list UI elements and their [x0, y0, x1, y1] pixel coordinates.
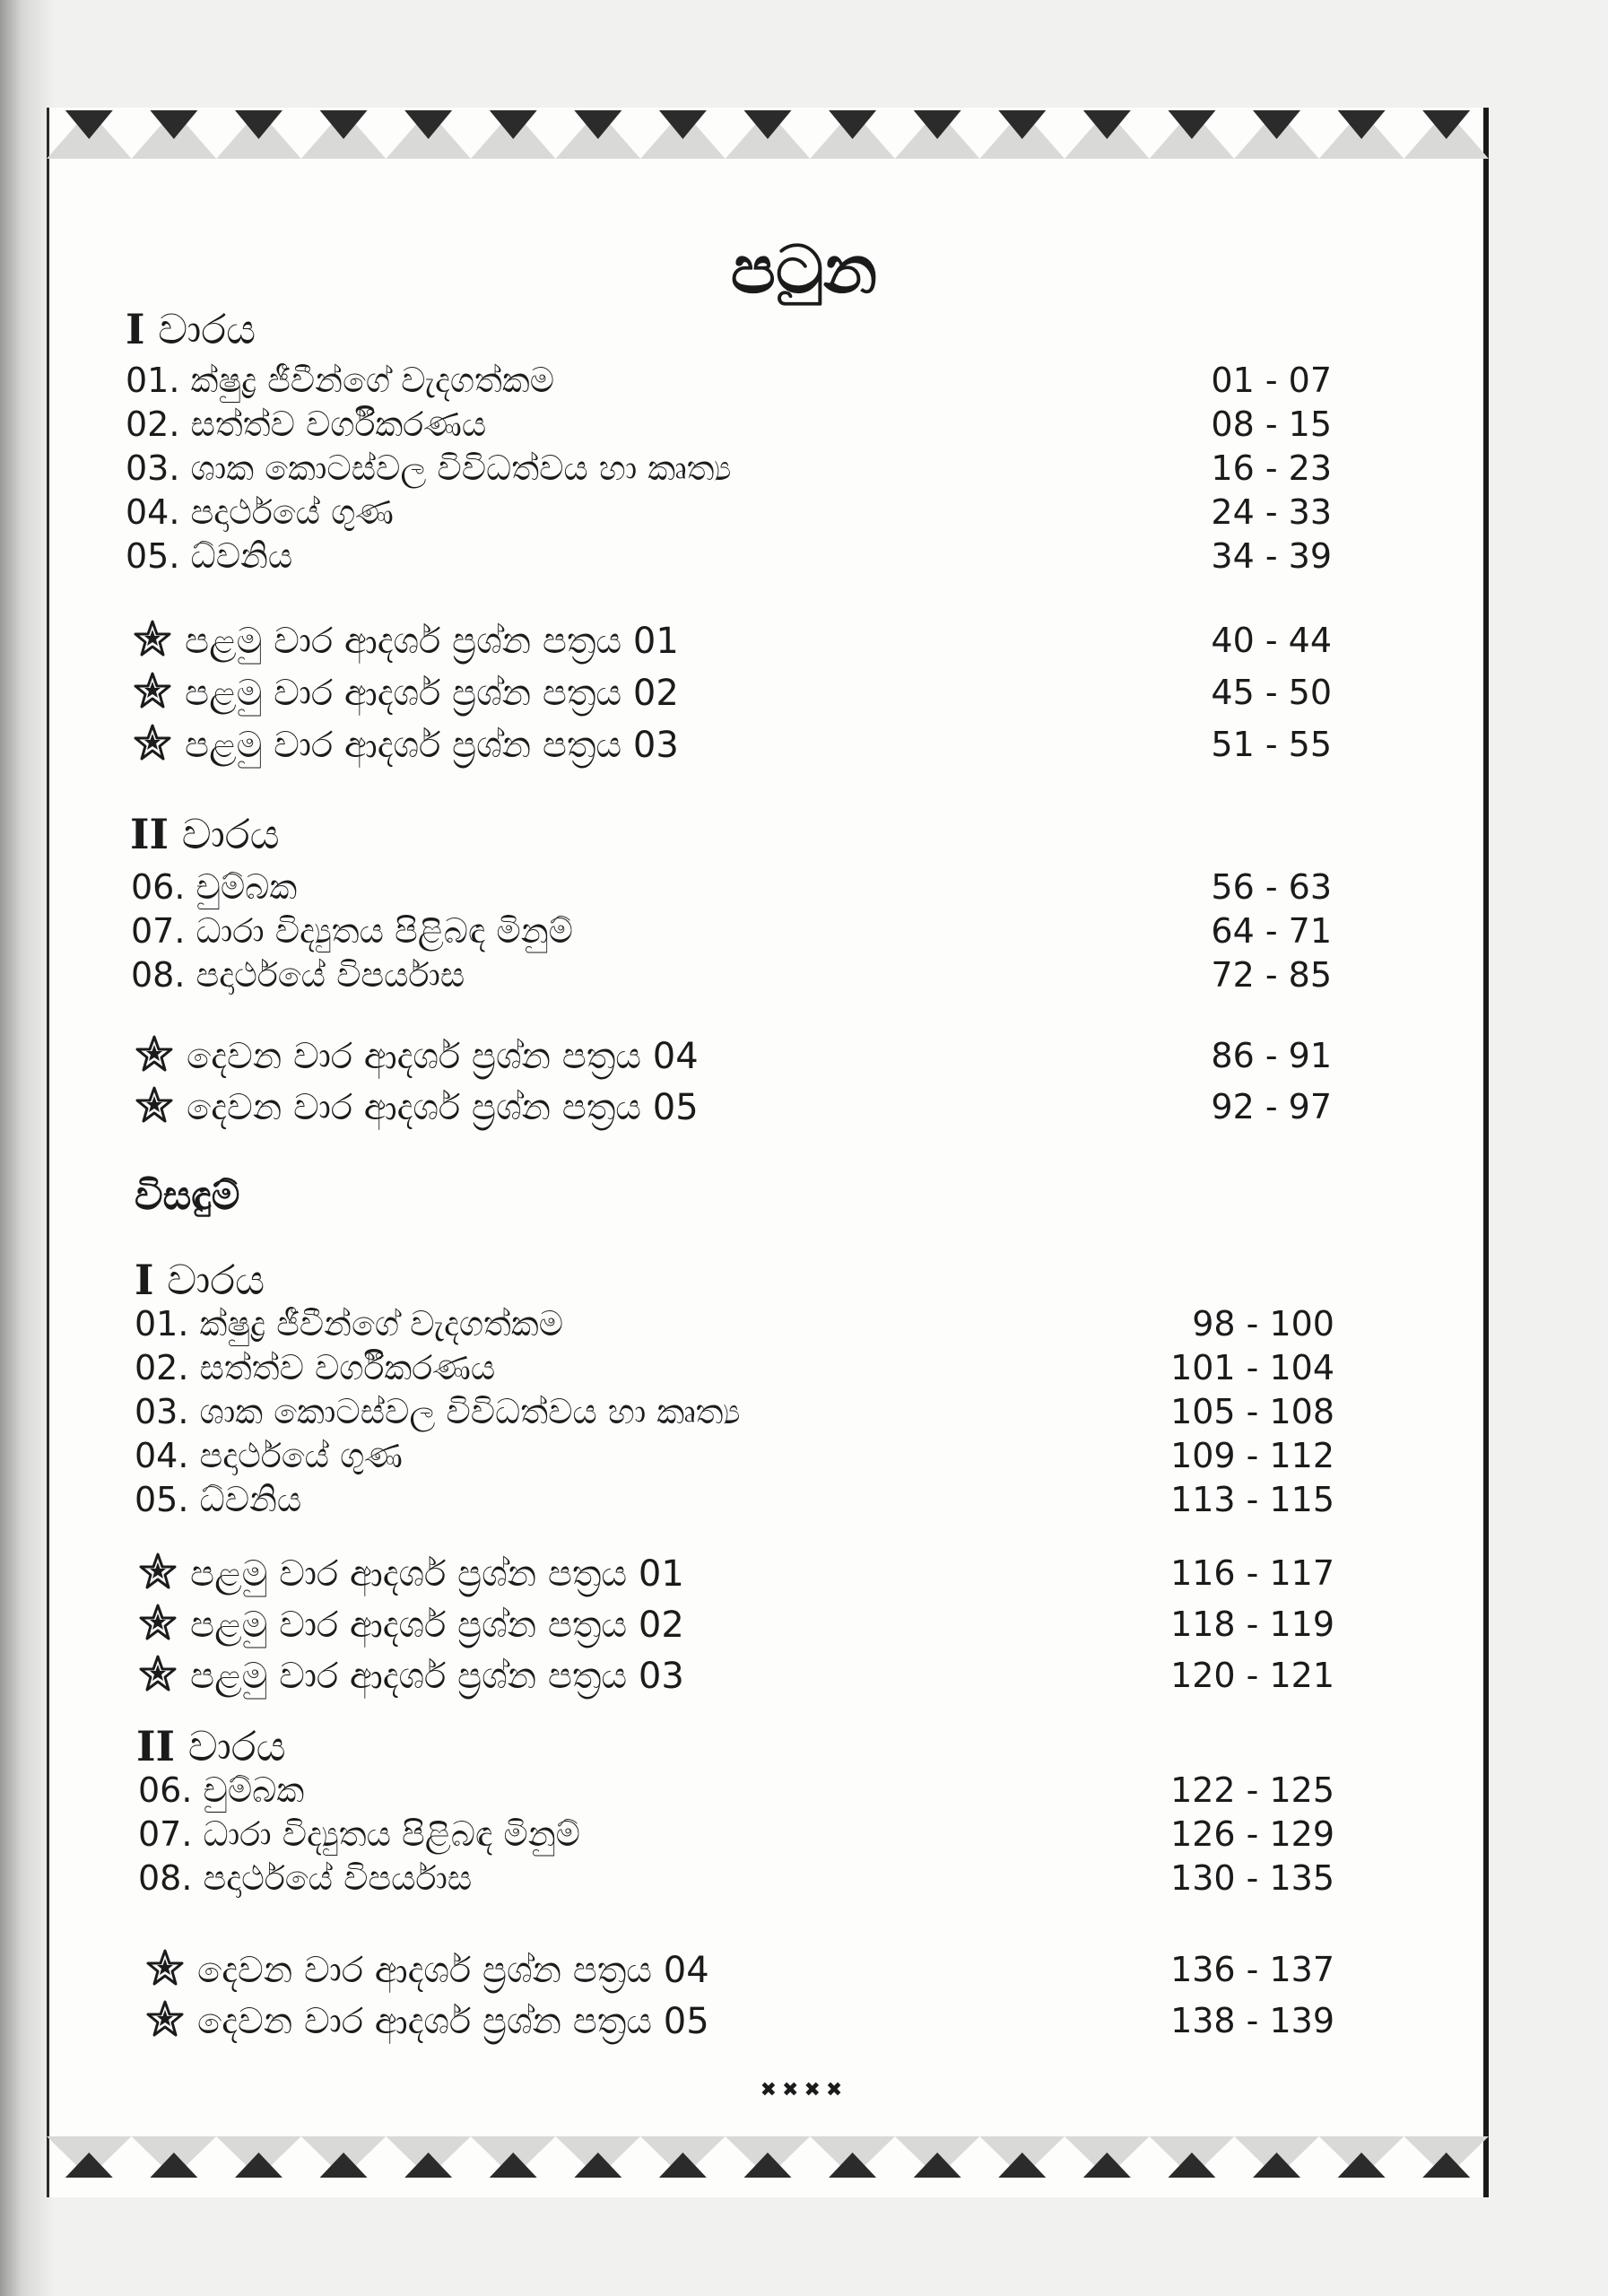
- page-range: 138 - 139: [1170, 2001, 1334, 2040]
- lesson-entry: [138, 1769, 304, 1812]
- bottom-border-decoration: [47, 2126, 1489, 2188]
- star-outline-icon: [133, 723, 172, 762]
- star-outline-icon: [135, 1085, 174, 1125]
- toc-lesson-row: [138, 1769, 1334, 1812]
- lesson-entry: [138, 1813, 580, 1856]
- lesson-number: 08.: [131, 955, 186, 995]
- lesson-title: පදාර්ථයේ ගුණ: [199, 1436, 403, 1475]
- page-edge-shadow: [0, 0, 54, 2296]
- toc-lesson-row: [131, 953, 1332, 996]
- lesson-entry: [131, 909, 573, 952]
- toc-lesson-row: [135, 1346, 1334, 1389]
- toc-lesson-row: [126, 491, 1332, 534]
- star-outline-icon: [138, 1654, 178, 1693]
- answers-heading: විසඳුම්: [135, 1173, 240, 1219]
- paper-entry: [133, 671, 679, 715]
- paper-title: පළමු වාර ආදර්ශ ප්‍රශ්න පත්‍රය 02: [185, 673, 679, 714]
- toc-lesson-row: [135, 1302, 1334, 1345]
- page-range: 109 - 112: [1170, 1436, 1334, 1475]
- toc-lesson-row: [138, 1813, 1334, 1856]
- paper-entry: [138, 1552, 684, 1596]
- lesson-title: චුම්බක: [196, 867, 298, 907]
- lesson-entry: [126, 447, 731, 490]
- lesson-entry: [135, 1434, 403, 1477]
- paper-title: දෙවන වාර ආදර්ශ ප්‍රශ්න පත්‍රය 04: [187, 1036, 699, 1077]
- paper-title: දෙවන වාර ආදර්ශ ප්‍රශ්න පත්‍රය 04: [197, 1950, 709, 1991]
- paper-entry: [133, 723, 679, 767]
- lesson-entry: [135, 1478, 301, 1521]
- page-range: 01 - 07: [1211, 361, 1332, 400]
- lesson-title: ශාක කොටස්වල විවිධත්වය හා කෘත්‍ය: [199, 1392, 741, 1431]
- paper-entry: [135, 1034, 699, 1078]
- lesson-number: 01.: [135, 1304, 189, 1344]
- toc-lesson-row: [126, 403, 1332, 446]
- lesson-title: ධාරා විද්‍යුතය පිළිබඳ මිනුම්: [196, 911, 573, 951]
- star-outline-icon: [138, 1603, 178, 1642]
- lesson-number: 08.: [138, 1858, 193, 1898]
- toc-paper-row: [133, 723, 1332, 766]
- toc-lesson-row: [131, 865, 1332, 909]
- page-range: 86 - 91: [1211, 1036, 1332, 1075]
- section-heading-term-2: II වාරය: [130, 810, 280, 858]
- lesson-number: 03.: [126, 448, 180, 488]
- lesson-title: ධාරා විද්‍යුතය පිළිබඳ මිනුම්: [203, 1814, 580, 1854]
- paper-entry: [138, 1654, 684, 1698]
- toc-paper-row: [135, 1034, 1332, 1077]
- answers-heading-term-2: II වාරය: [136, 1722, 286, 1770]
- lesson-title: පදාර්ථයේ විපර්යාස: [203, 1858, 473, 1898]
- paper-title: දෙවන වාර ආදර්ශ ප්‍රශ්න පත්‍රය 05: [187, 1087, 699, 1128]
- lesson-entry: [135, 1302, 563, 1345]
- toc-lesson-row: [126, 359, 1332, 402]
- page-range: 24 - 33: [1211, 492, 1332, 532]
- toc-lesson-row: [138, 1857, 1334, 1900]
- lesson-entry: [126, 535, 292, 578]
- lesson-entry: [135, 1390, 740, 1433]
- page-range: 136 - 137: [1170, 1950, 1334, 1989]
- lesson-number: 01.: [126, 361, 180, 400]
- toc-paper-row: [145, 1948, 1334, 1991]
- paper-entry: [138, 1603, 684, 1647]
- paper-entry: [133, 619, 679, 663]
- paper-title: පළමු වාර ආදර්ශ ප්‍රශ්න පත්‍රය 02: [190, 1605, 684, 1646]
- toc-lesson-row: [135, 1478, 1334, 1521]
- page-range: 126 - 129: [1170, 1814, 1334, 1854]
- page-range: 64 - 71: [1211, 911, 1332, 951]
- page-range: 56 - 63: [1211, 867, 1332, 907]
- paper-entry: [145, 1948, 709, 1992]
- lesson-number: 07.: [131, 911, 186, 951]
- star-outline-icon: [138, 1552, 178, 1591]
- page-range: 101 - 104: [1170, 1348, 1334, 1387]
- lesson-title: ක්ෂුද්‍ර ජීවීන්ගේ වැදගත්කම: [190, 361, 555, 400]
- lesson-number: 03.: [135, 1392, 189, 1431]
- star-outline-icon: [133, 671, 172, 710]
- lesson-number: 06.: [131, 867, 186, 907]
- page-range: 51 - 55: [1211, 725, 1332, 764]
- lesson-entry: [126, 403, 486, 446]
- page-range: 08 - 15: [1211, 404, 1332, 444]
- paper-entry: [135, 1085, 699, 1129]
- lesson-entry: [135, 1346, 495, 1389]
- paper-title: පළමු වාර ආදර්ශ ප්‍රශ්න පත්‍රය 01: [185, 621, 679, 662]
- top-border-decoration: [47, 103, 1489, 166]
- page-range: 34 - 39: [1211, 536, 1332, 576]
- lesson-title: සත්ත්ව වර්ගීකරණය: [190, 404, 487, 444]
- page-range: 116 - 117: [1170, 1553, 1334, 1593]
- lesson-number: 07.: [138, 1814, 193, 1854]
- answers-heading-term-1: I වාරය: [135, 1256, 265, 1304]
- lesson-entry: [131, 865, 297, 909]
- lesson-number: 05.: [135, 1480, 189, 1519]
- page-range: 16 - 23: [1211, 448, 1332, 488]
- paper-title: පළමු වාර ආදර්ශ ප්‍රශ්න පත්‍රය 03: [190, 1656, 684, 1697]
- toc-paper-row: [138, 1654, 1334, 1697]
- toc-lesson-row: [135, 1434, 1334, 1477]
- page-title: පටුන: [730, 231, 878, 309]
- page-range: 130 - 135: [1170, 1858, 1334, 1898]
- star-outline-icon: [145, 1948, 185, 1987]
- lesson-title: ක්ෂුද්‍ර ජීවීන්ගේ වැදගත්කම: [199, 1304, 564, 1344]
- lesson-entry: [126, 491, 394, 534]
- page-range: 40 - 44: [1211, 621, 1332, 660]
- page-range: 72 - 85: [1211, 955, 1332, 995]
- paper-title: දෙවන වාර ආදර්ශ ප්‍රශ්න පත්‍රය 05: [197, 2001, 709, 2042]
- lesson-title: චුම්බක: [203, 1770, 305, 1810]
- toc-lesson-row: [131, 909, 1332, 952]
- toc-lesson-row: [126, 535, 1332, 578]
- lesson-number: 04.: [135, 1436, 189, 1475]
- page-range: 105 - 108: [1170, 1392, 1334, 1431]
- page-range: 98 - 100: [1192, 1304, 1334, 1344]
- lesson-title: පදාර්ථයේ විපර්යාස: [196, 955, 465, 995]
- toc-paper-row: [138, 1552, 1334, 1595]
- toc-lesson-row: [126, 447, 1332, 490]
- lesson-entry: [131, 953, 465, 996]
- lesson-entry: [138, 1857, 472, 1900]
- page-range: 120 - 121: [1170, 1656, 1334, 1695]
- toc-paper-row: [135, 1085, 1332, 1128]
- page-range: 122 - 125: [1170, 1770, 1334, 1810]
- page-range: 45 - 50: [1211, 673, 1332, 712]
- lesson-title: ශාක කොටස්වල විවිධත්වය හා කෘත්‍ය: [190, 448, 732, 488]
- lesson-number: 06.: [138, 1770, 193, 1810]
- page-range: 118 - 119: [1170, 1605, 1334, 1644]
- lesson-title: සත්ත්ව වර්ගීකරණය: [199, 1348, 496, 1387]
- star-outline-icon: [133, 619, 172, 658]
- toc-paper-row: [145, 1999, 1334, 2042]
- lesson-title: පදාර්ථයේ ගුණ: [190, 492, 394, 532]
- lesson-number: 02.: [135, 1348, 189, 1387]
- page-range: 92 - 97: [1211, 1087, 1332, 1126]
- toc-paper-row: [133, 671, 1332, 714]
- lesson-number: 04.: [126, 492, 180, 532]
- paper-entry: [145, 1999, 709, 2043]
- paper-title: පළමු වාර ආදර්ශ ප්‍රශ්න පත්‍රය 01: [190, 1553, 684, 1595]
- toc-paper-row: [133, 619, 1332, 662]
- lesson-number: 05.: [126, 536, 180, 576]
- lesson-title: ධ්වනිය: [199, 1480, 302, 1519]
- page-range: 113 - 115: [1170, 1480, 1334, 1519]
- lesson-entry: [126, 359, 554, 402]
- lesson-number: 02.: [126, 404, 180, 444]
- paper-title: පළමු වාර ආදර්ශ ප්‍රශ්න පත්‍රය 03: [185, 725, 679, 766]
- toc-lesson-row: [135, 1390, 1334, 1433]
- end-of-page-mark: ✖✖✖✖: [760, 2079, 848, 2101]
- star-outline-icon: [145, 1999, 185, 2039]
- toc-paper-row: [138, 1603, 1334, 1646]
- lesson-title: ධ්වනිය: [190, 536, 293, 576]
- star-outline-icon: [135, 1034, 174, 1074]
- section-heading-term-1: I වාරය: [126, 305, 256, 353]
